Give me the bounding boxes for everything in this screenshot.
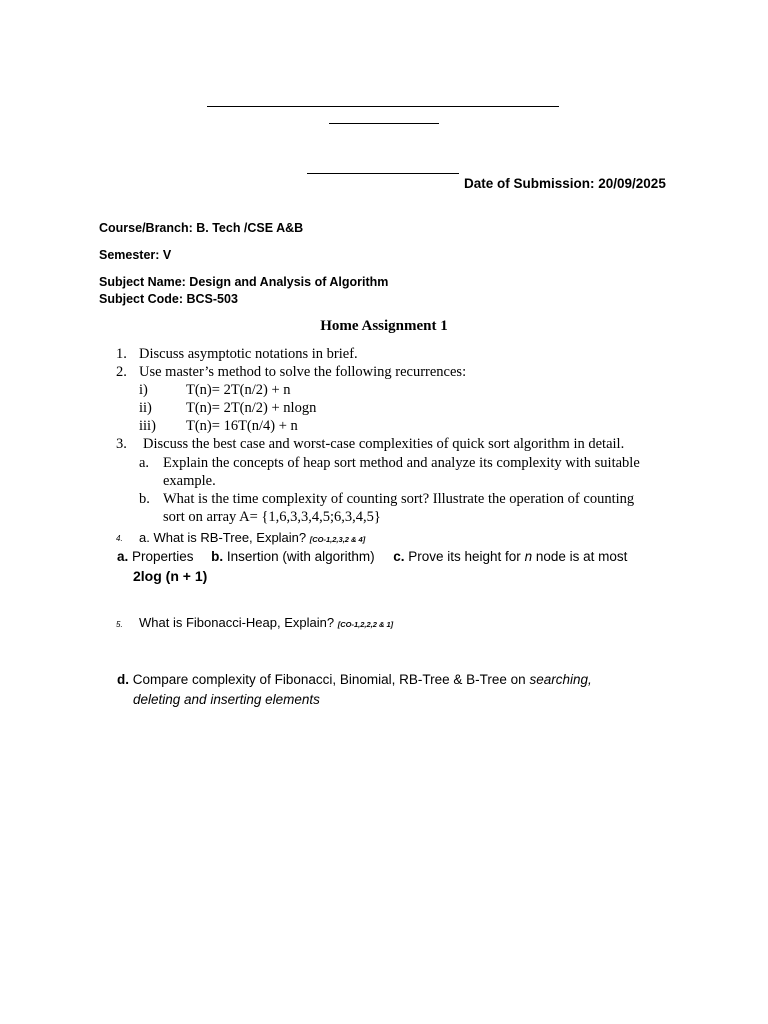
- subject-code: Subject Code: BCS-503: [99, 292, 238, 306]
- question-4-co-tag: [CO-1,2,3,2 & 4]: [309, 535, 366, 544]
- question-1-text: Discuss asymptotic notations in brief.: [139, 346, 358, 362]
- question-4-text: [139, 530, 365, 545]
- date-of-submission: Date of Submission: 20/09/2025: [464, 176, 666, 191]
- question-d-italic-2: deleting and inserting elements: [133, 692, 320, 707]
- question-3a-line-2: example.: [163, 473, 216, 489]
- question-3b-line-2: sort on array A= {1,6,3,3,4,5;6,3,4,5}: [163, 509, 381, 525]
- header-rule-date: [307, 173, 459, 174]
- recurrence-1-text: T(n)= 2T(n/2) + n: [186, 382, 291, 398]
- header-rule-top: [207, 106, 559, 107]
- recurrence-2-number: ii): [139, 400, 152, 416]
- question-3a-line-1: Explain the concepts of heap sort method and analyze its complexity with suitable: [163, 455, 640, 471]
- part-a-label: a.: [117, 549, 129, 564]
- part-b-label: b.: [211, 549, 224, 564]
- question-d-line-1: [117, 672, 592, 687]
- recurrence-2-text: T(n)= 2T(n/2) + nlogn: [186, 400, 317, 416]
- recurrence-3-text: T(n)= 16T(n/4) + n: [186, 418, 298, 434]
- header-rule-middle: [329, 123, 439, 124]
- semester: Semester: V: [99, 248, 172, 262]
- part-a-text: Properties: [132, 549, 194, 564]
- question-5-heading: What is Fibonacci-Heap, Explain?: [139, 615, 335, 630]
- question-d-text: Compare complexity of Fibonacci, Binomial, RB-Tree & B-Tree on: [132, 672, 526, 687]
- question-1-number: 1.: [116, 346, 127, 362]
- part-c-text-1: Prove its height for: [408, 549, 521, 564]
- part-b-text: Insertion (with algorithm): [226, 549, 375, 564]
- question-5-co-tag: [CO-1,2,2,2 & 1]: [337, 620, 394, 629]
- question-3b-line-1: What is the time complexity of counting sort? Illustrate the operation of counting: [163, 491, 635, 507]
- question-d-italic-1: searching,: [529, 672, 592, 687]
- subject-name: Subject Name: Design and Analysis of Algorithm: [99, 275, 389, 289]
- question-4-heading: a. What is RB-Tree, Explain?: [139, 530, 307, 545]
- part-c-variable: n: [524, 549, 533, 564]
- recurrence-3-number: iii): [139, 418, 156, 434]
- question-3a-label: a.: [139, 455, 150, 471]
- recurrence-1-number: i): [139, 382, 148, 398]
- part-c-label: c.: [393, 549, 405, 564]
- assignment-title: Home Assignment 1: [320, 318, 448, 334]
- question-3-text: Discuss the best case and worst-case complexities of quick sort algorithm in detail.: [143, 436, 625, 452]
- question-5-number: 5.: [116, 620, 123, 629]
- question-2-text: Use master’s method to solve the following recurrences:: [139, 364, 467, 380]
- question-3b-label: b.: [139, 491, 150, 507]
- question-4-number: 4.: [116, 534, 123, 543]
- question-2-number: 2.: [116, 364, 127, 380]
- question-3-number: 3.: [116, 436, 127, 452]
- question-d-label: d.: [117, 672, 129, 687]
- question-d-line-2: [133, 692, 320, 707]
- part-c-text-2: node is at most: [535, 549, 628, 564]
- height-formula: 2log (n + 1): [133, 568, 208, 584]
- question-4-parts: [117, 549, 627, 564]
- course-branch: Course/Branch: B. Tech /CSE A&B: [99, 221, 304, 235]
- question-5-text: [139, 615, 393, 630]
